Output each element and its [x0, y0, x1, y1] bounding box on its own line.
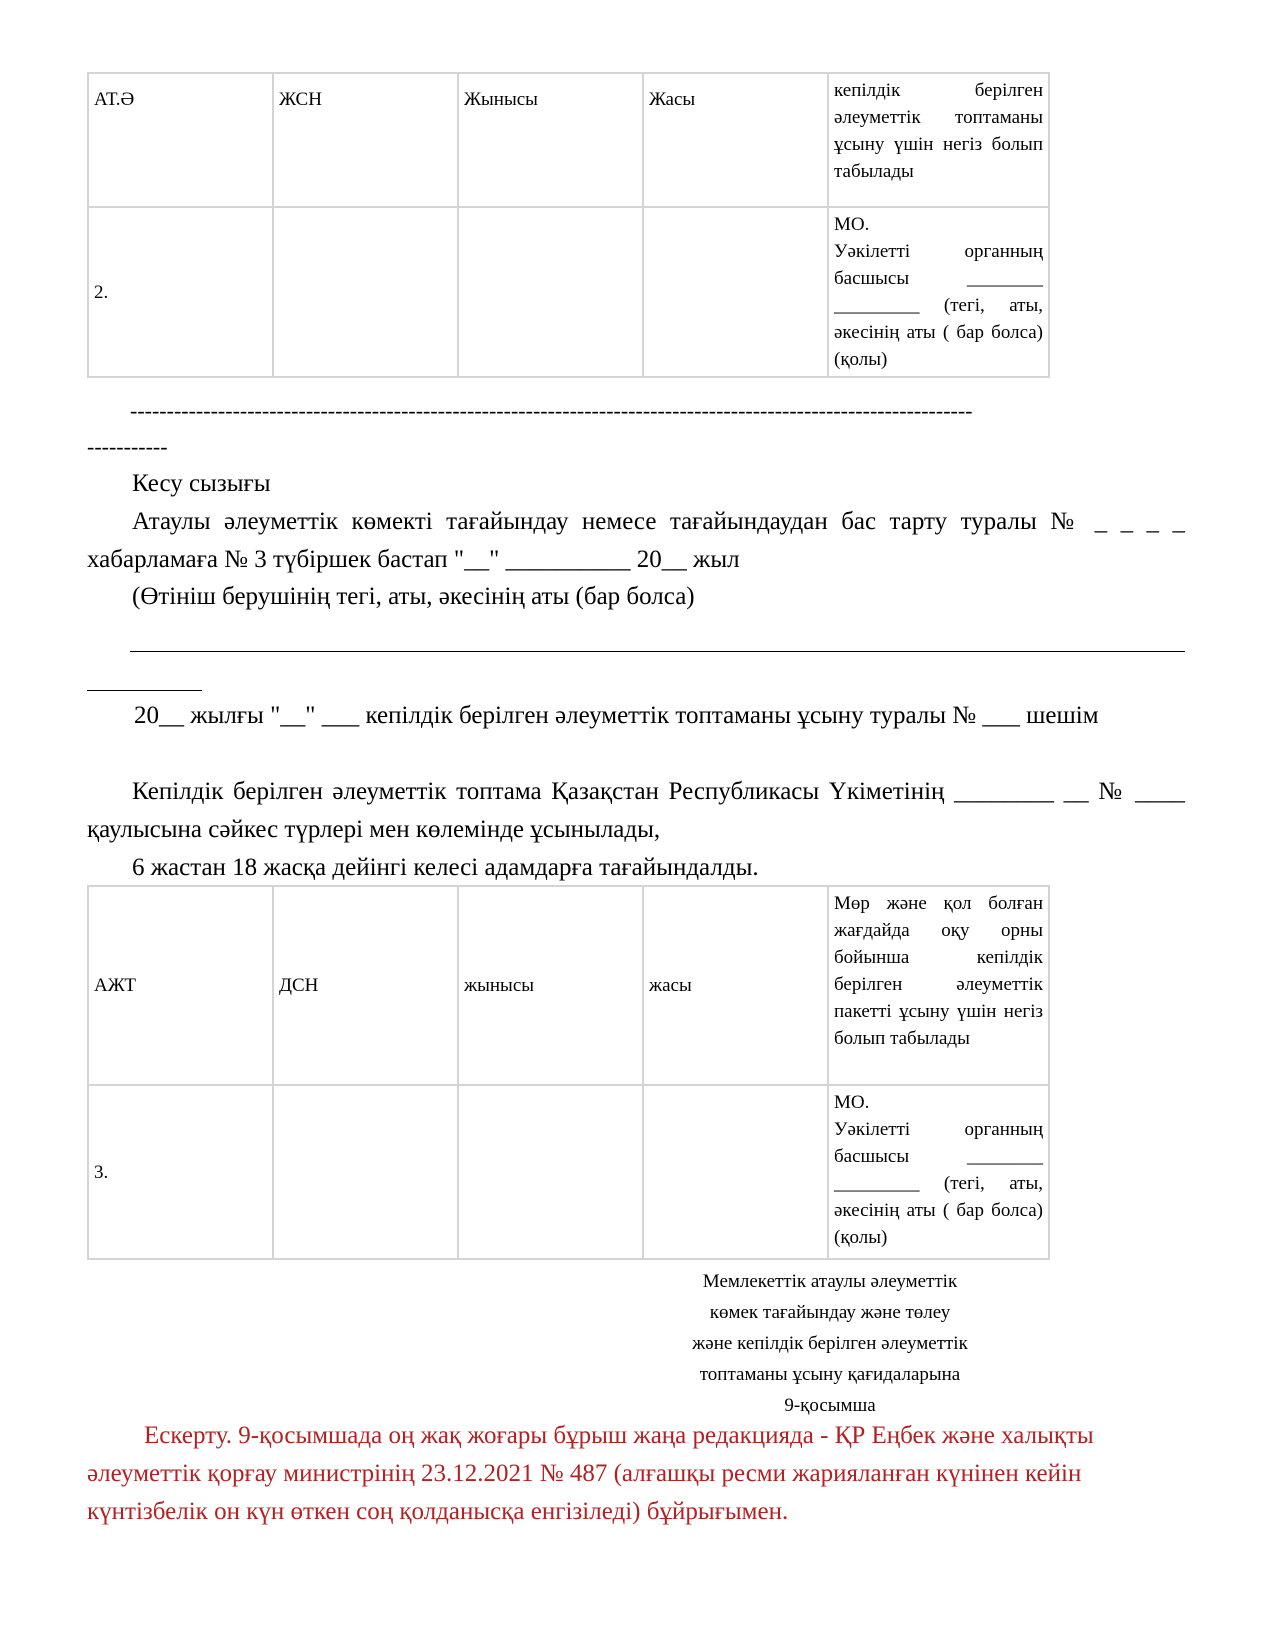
recipients-table-2 — [87, 885, 1050, 1260]
table-row — [88, 207, 1049, 377]
header-cell-name: АЖТ — [88, 886, 273, 1085]
row-number: 3. — [88, 1085, 273, 1259]
package-paragraph: Кепілдік берілген әлеуметтік топтама Қазақстан Республикасы Үкіметінің ________ __ № ____ қаулысына сәйкес түрлері мен көлемінде ұсынылады, — [87, 778, 1185, 843]
table-header-row — [88, 73, 1049, 207]
signature-cell — [828, 207, 1049, 377]
decision-paragraph: 20__ жылғы "__" ___ кепілдік берілген әлеуметтік топтаманы ұсыну туралы № ___ шешім — [134, 702, 1099, 729]
signature-text: Уәкілетті органның басшысы ________ _________ (тегі, аты, әкесінің аты ( бар болса) (қолы) — [834, 1119, 1043, 1248]
empty-cell — [643, 207, 828, 377]
table-row — [88, 1085, 1049, 1259]
recipients-table-1 — [87, 72, 1050, 378]
header-cell-basis: Мөр және қол болған жағдайда оқу орны бойынша кепілдік берілген әлеуметтік пакетті ұсыну үшін негіз болып табылады — [828, 886, 1049, 1085]
appendix-caption — [680, 1266, 980, 1421]
seal-label: МО. — [834, 214, 870, 235]
applicant-underline-1 — [130, 651, 1185, 652]
empty-cell — [458, 1085, 643, 1259]
caption-line: топтаманы ұсыну қағидаларына — [699, 1364, 961, 1385]
empty-cell — [273, 1085, 458, 1259]
header-cell-gender: жынысы — [458, 886, 643, 1085]
caption-line: көмек тағайындау және төлеу — [709, 1302, 951, 1323]
cut-dashes-line-2: ----------- — [87, 434, 168, 459]
signature-text: Уәкілетті органның басшысы ________ _________ (тегі, аты, әкесінің аты ( бар болса) (қолы) — [834, 241, 1043, 370]
header-cell-iin: ДСН — [273, 886, 458, 1085]
caption-line: 9-қосымша — [784, 1395, 876, 1416]
seal-label: МО. — [834, 1092, 870, 1113]
header-cell-age: Жасы — [643, 73, 828, 207]
table-header-row — [88, 886, 1049, 1085]
row-number: 2. — [88, 207, 273, 377]
editorial-note: Ескерту. 9-қосымшада оң жақ жоғары бұрыш жаңа редакцияда - ҚР Еңбек және халықты әлеуметтік қорғау министрінің 23.12.2021 № 487 (алғашқы ресми жарияланған күнінен кейін күнтізбелік он күн өткен соң қолданысқа енгізіледі) бұйрығымен. — [87, 1422, 1094, 1525]
assigned-paragraph: 6 жастан 18 жасқа дейінгі келесі адамдарға тағайындалды. — [132, 854, 759, 881]
applicant-underline-2 — [87, 690, 202, 691]
signature-cell — [828, 1085, 1049, 1259]
header-cell-name: АТ.Ә — [88, 73, 273, 207]
caption-line: және кепілдік берілген әлеуметтік — [692, 1333, 968, 1354]
empty-cell — [458, 207, 643, 377]
cut-dashes-line-1: ------------------------------------------------------------------------------------------------------------------- — [130, 398, 973, 423]
caption-line: Мемлекеттік атаулы әлеуметтік — [702, 1271, 958, 1292]
cut-line-label: Кесу сызығы — [132, 470, 271, 497]
header-cell-basis: кепілдік берілген әлеуметтік топтаманы ұсыну үшін негіз болып табылады — [828, 73, 1049, 207]
header-cell-age: жасы — [643, 886, 828, 1085]
applicant-label: (Өтініш берушінің тегі, аты, әкесінің аты (бар болса) — [132, 583, 695, 610]
empty-cell — [643, 1085, 828, 1259]
header-cell-gender: Жынысы — [458, 73, 643, 207]
header-cell-iin: ЖСН — [273, 73, 458, 207]
stub-paragraph: Атаулы әлеуметтік көмекті тағайындау немесе тағайындаудан бас тарту туралы № _ _ _ _ хабарламаға № 3 түбіршек бастап "__" __________ 20__ жыл — [87, 508, 1185, 573]
empty-cell — [273, 207, 458, 377]
